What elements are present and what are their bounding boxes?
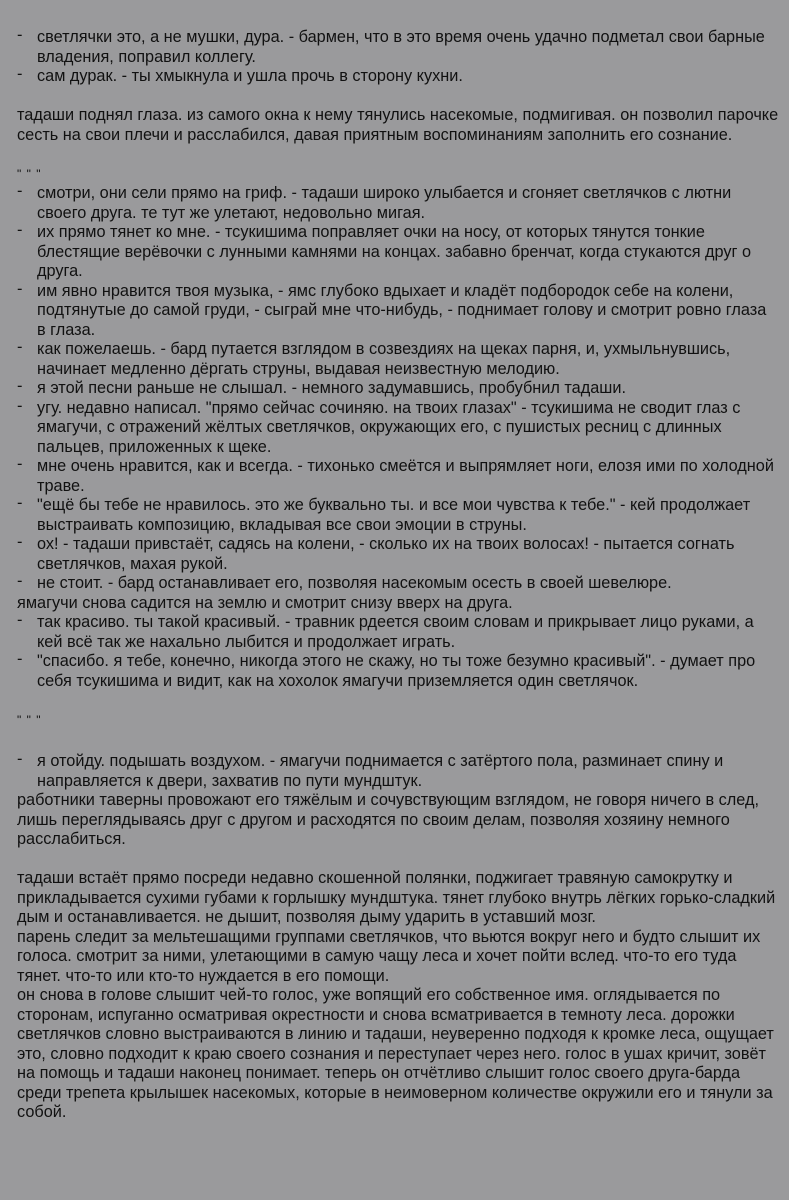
list-dash-marker: -	[17, 279, 23, 298]
list-item-text: им явно нравится твоя музыка, - ямс глубоко вдыхает и кладёт подбородок себе на колени, подтянутые до самой груди, - сыграй мне что-нибудь, - поднимает голову и смотрит ровно глаза в глаза.	[37, 281, 767, 339]
list-dash-marker: -	[17, 396, 23, 415]
dialogue-list-item	[17, 574, 779, 594]
list-dash-marker: -	[17, 65, 23, 83]
list-item-text: "ещё бы тебе не нравилось. это же буквально ты. и все мои чувства к тебе." - кей продолжает выстраивать композицию, вкладывая все свои эмоции в струны.	[37, 496, 751, 534]
dialogue-list-item	[17, 340, 779, 379]
list-dash-marker: -	[17, 572, 23, 590]
list-item-text: не стоит. - бард останавливает его, позволяя насекомым осесть в своей шевелюре.	[37, 574, 672, 592]
list-dash-marker: -	[17, 494, 23, 512]
list-dash-marker: -	[17, 455, 23, 473]
list-item-text: я этой песни раньше не слышал. - немного задумавшись, пробубнил тадаши.	[37, 379, 626, 397]
dialogue-list-item	[17, 652, 779, 691]
list-item-text: угу. недавно написал. "прямо сейчас сочиняю. на твоих глазах" - тсукишима не сводит глаз с ямагучи, с отражений жёлтых светлячков, окружающих его, с пушистых ресниц с длинных пальцев, приложенных к щеке.	[37, 398, 741, 456]
dialogue-list-item	[17, 396, 779, 458]
list-dash-marker: -	[17, 221, 23, 239]
dialogue-list-item	[17, 457, 779, 496]
dialogue-list-item	[17, 223, 779, 282]
dialogue-list-item	[17, 28, 779, 67]
list-item-text: ох! - тадаши привстаёт, садясь на колени, - сколько их на твоих волосах! - пытается согнать светлячков, махая рукой.	[37, 535, 735, 573]
paragraph: работники таверны провожают его тяжёлым и сочувствующим взглядом, не говоря ничего в след, лишь переглядываясь друг с другом и расходятся по своим делам, позволяя хозяину немного расслабиться.	[17, 791, 759, 848]
dialogue-list-item	[17, 279, 779, 341]
dialogue-list-item	[17, 752, 779, 791]
paragraph: он снова в голове слышит чей-то голос, уже вопящий его собственное имя. оглядывается по сторонам, испуганно осматривая окрестности и снова всматривается в темноту леса. дорожки светлячков словно выстраиваются в линию и тадаши, неуверенно подходя к кромке леса, ощущает это, словно подходит к краю своего сознания и переступает через него. голос в ушах кричит, зовёт на помощь и тадаши наконец понимает. теперь он отчётливо слышит голос своего друга-барда среди трепета крылышек насекомых, которые в неимоверном количестве окружили его и тянули за собой.	[17, 986, 774, 1121]
list-dash-marker: -	[17, 533, 23, 551]
list-item-text: сам дурак. - ты хмыкнула и ушла прочь в сторону кухни.	[37, 67, 463, 85]
dialogue-list-item	[17, 184, 779, 223]
list-item-text: "спасибо. я тебе, конечно, никогда этого не скажу, но ты тоже безумно красивый". - думает про себя тсукишима и видит, как на хохолок ямагучи приземляется один светлячок.	[37, 652, 756, 690]
list-dash-marker: -	[17, 611, 23, 629]
list-dash-marker: -	[17, 26, 23, 44]
paragraph: тадаши встаёт прямо посреди недавно скошенной полянки, поджигает травяную самокрутку и прикладывается сухими губами к горлышку мундштука. тянет глубоко внутрь лёгких горько-сладкий дым и останавливается. не дышит, позволяя дыму ударить в уставший мозг.	[17, 869, 776, 926]
list-item-text: мне очень нравится, как и всегда. - тихонько смеётся и выпрямляет ноги, елозя ими по холодной траве.	[37, 457, 774, 495]
paragraph: ямагучи снова садится на землю и смотрит снизу вверх на друга.	[17, 593, 513, 612]
list-item-text: как пожелаешь. - бард путается взглядом в созвездиях на щеках парня, и, ухмыльнувшись, начинает медленно дёргать струны, выдавая неизвестную мелодию.	[37, 340, 731, 378]
section-separator: " " "	[17, 712, 42, 727]
list-item-text: светлячки это, а не мушки, дура. - бармен, что в это время очень удачно подметал свои барные владения, поправил коллегу.	[37, 28, 765, 66]
paragraph: тадаши поднял глаза. из самого окна к нему тянулись насекомые, подмигивая. он позволил парочке сесть на свои плечи и расслабился, давая приятным воспоминаниям заполнить его сознание.	[17, 106, 779, 144]
list-dash-marker: -	[17, 338, 23, 356]
list-item-text: так красиво. ты такой красивый. - травник рдеется своим словам и прикрывает лицо руками, а кей всё так же нахально лыбится и продолжает играть.	[37, 613, 754, 651]
dialogue-list-item	[17, 379, 779, 399]
dialogue-list-item	[17, 613, 779, 652]
list-dash-marker: -	[17, 377, 23, 395]
list-dash-marker: -	[17, 750, 23, 768]
list-dash-marker: -	[17, 650, 23, 668]
paragraph: парень следит за мельтешащими группами светлячков, что вьются вокруг него и будто слышит их голоса. смотрит за ними, улетающими в самую чащу леса и хочет пойти вслед. что-то его туда тянет. что-то или кто-то нуждается в его помощи.	[17, 927, 761, 985]
dialogue-list-item	[17, 67, 779, 87]
list-item-text: я отойду. подышать воздухом. - ямагучи поднимается с затёртого пола, разминает спину и направляется к двери, захватив по пути мундштук.	[37, 752, 724, 790]
list-item-text: их прямо тянет ко мне. - тсукишима поправляет очки на носу, от которых тянутся тонкие блестящие верёвочки с лунными камнями на концах. забавно бренчат, когда стукаются друг о друга.	[37, 223, 752, 280]
dialogue-list-item	[17, 535, 779, 574]
list-dash-marker: -	[17, 182, 23, 200]
dialogue-list-item	[17, 496, 779, 535]
section-separator: " " "	[17, 166, 42, 181]
list-item-text: смотри, они сели прямо на гриф. - тадаши широко улыбается и сгоняет светлячков с лютни своего друга. те тут же улетают, недовольно мигая.	[37, 184, 732, 222]
